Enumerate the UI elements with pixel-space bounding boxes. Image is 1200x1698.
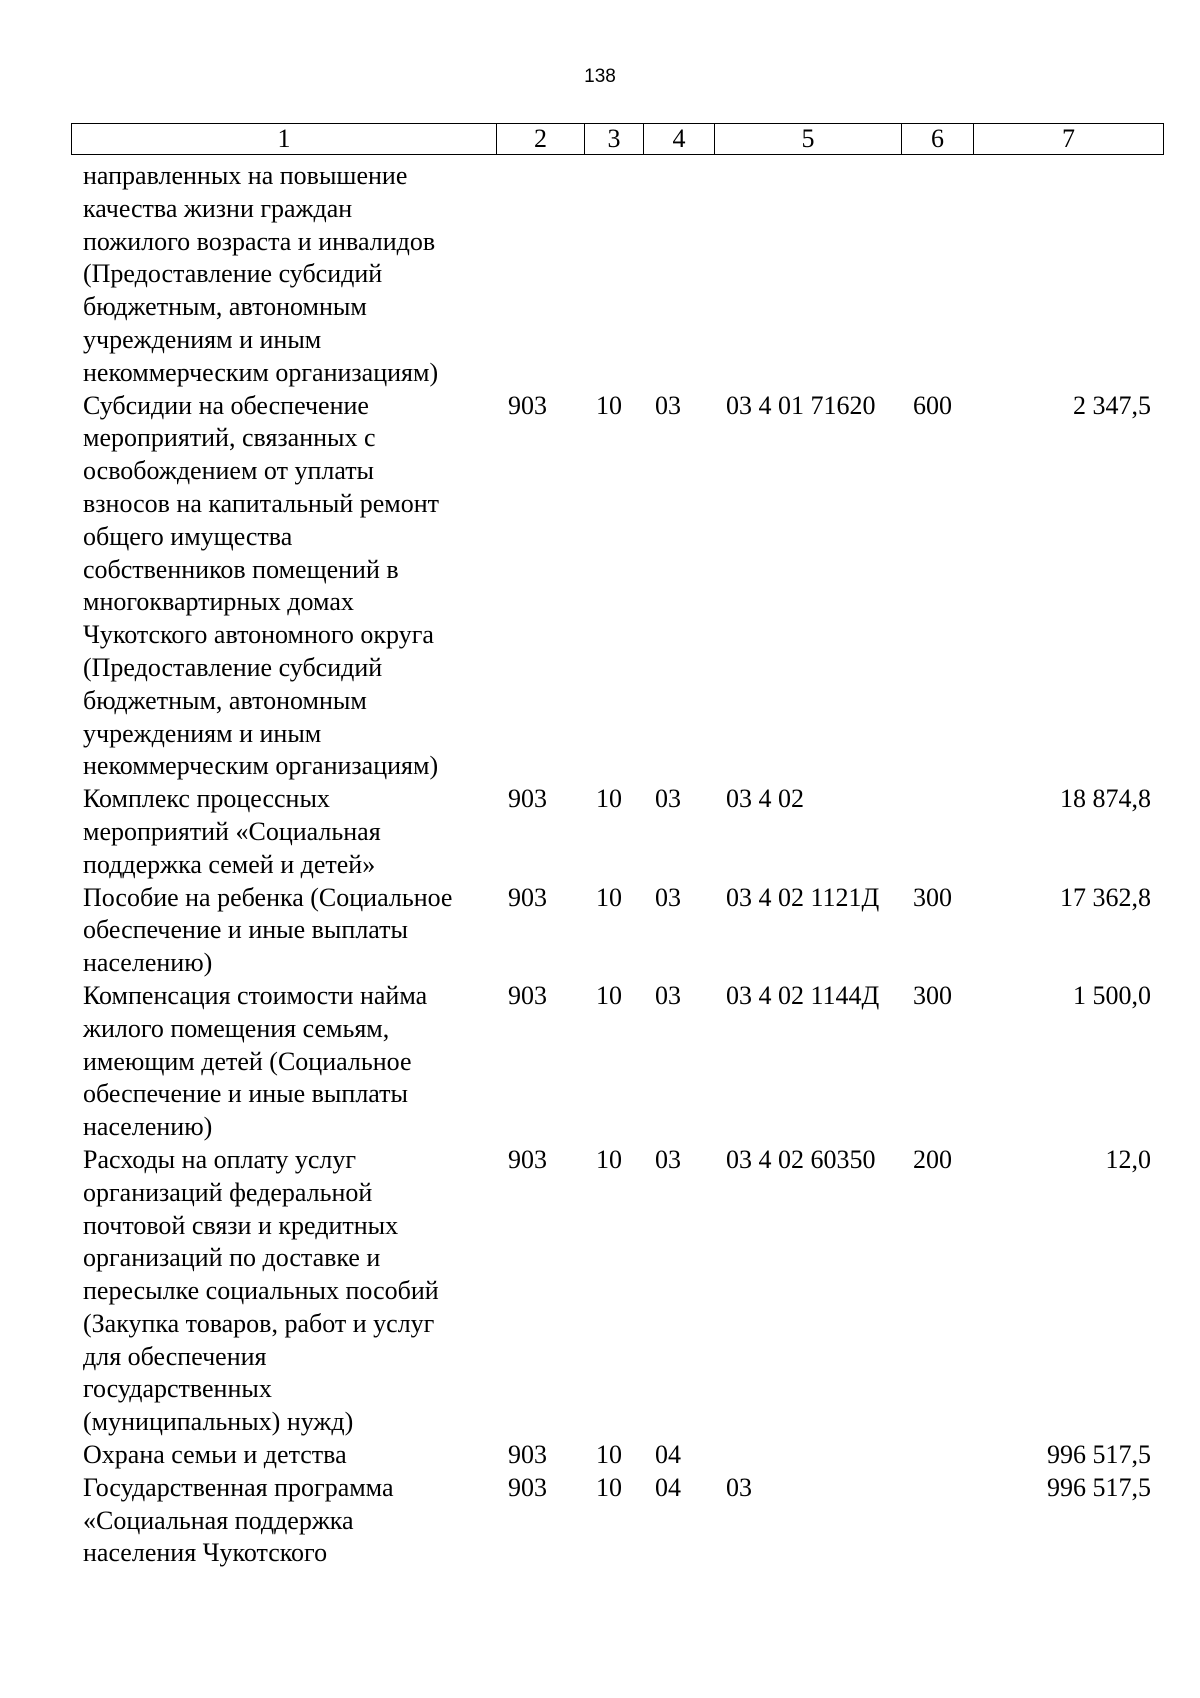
description-line: учреждениям и иным (83, 718, 322, 748)
description-line: (Закупка товаров, работ и услуг (83, 1308, 435, 1338)
row-description (71, 1439, 496, 1472)
description-line: населения Чукотского (83, 1538, 328, 1568)
ministry-code: 903 (508, 1440, 547, 1470)
target-item-code: 03 4 01 71620 (726, 390, 876, 420)
description-line: организаций федеральной (83, 1177, 373, 1207)
amount: 996 517,5 (1047, 1472, 1151, 1502)
description-line: освобождением от уплаты (83, 456, 375, 486)
description-line: взносов на капитальный ремонт (83, 488, 439, 518)
description-line: некоммерческим организациям) (83, 357, 439, 387)
target-item-code: 03 4 02 60350 (726, 1144, 876, 1174)
amount: 2 347,5 (1073, 390, 1151, 420)
row-description (71, 1144, 496, 1439)
table-row (71, 160, 1163, 390)
description-line: (Предоставление субсидий (83, 652, 383, 682)
subsection-code: 04 (655, 1440, 681, 1470)
amount: 18 874,8 (1060, 784, 1151, 814)
row-description (71, 980, 496, 1144)
description-line: жилого помещения семьям, (83, 1013, 390, 1043)
description-line: общего имущества (83, 521, 293, 551)
target-item-code: 03 4 02 1144Д (726, 980, 880, 1010)
description-line: Государственная программа (83, 1472, 394, 1502)
table-row (71, 1144, 1163, 1439)
subsection-code: 03 (655, 784, 681, 814)
description-line: (муниципальных) нужд) (83, 1407, 354, 1437)
description-line: «Социальная поддержка (83, 1505, 354, 1535)
expense-type-code: 300 (913, 980, 952, 1010)
table-body (71, 160, 1163, 1570)
row-description (71, 882, 496, 980)
description-line: обеспечение и иные выплаты (83, 915, 408, 945)
column-header-2: 2 (497, 124, 585, 155)
amount: 1 500,0 (1073, 980, 1151, 1010)
subsection-code: 03 (655, 390, 681, 420)
description-line: государственных (83, 1374, 272, 1404)
table-row (71, 783, 1163, 881)
description-line: собственников помещений в (83, 554, 399, 584)
description-line: направленных на повышение (83, 161, 408, 190)
amount: 12,0 (1105, 1144, 1151, 1174)
description-line: поддержка семей и детей» (83, 849, 376, 879)
column-header-7: 7 (974, 124, 1164, 155)
section-code: 10 (596, 1144, 622, 1174)
row-description (71, 1472, 496, 1570)
section-code: 10 (596, 1440, 622, 1470)
target-item-code: 03 (726, 1472, 752, 1502)
column-header-1: 1 (72, 124, 497, 155)
expense-type-code: 600 (913, 390, 952, 420)
table-row (71, 1472, 1163, 1570)
description-line: (Предоставление субсидий (83, 259, 383, 289)
description-line: почтовой связи и кредитных (83, 1210, 399, 1240)
column-header-4: 4 (644, 124, 715, 155)
table-row (71, 980, 1163, 1144)
ministry-code: 903 (508, 1144, 547, 1174)
ministry-code: 903 (508, 980, 547, 1010)
subsection-code: 03 (655, 882, 681, 912)
ministry-code: 903 (508, 390, 547, 420)
column-header-5: 5 (715, 124, 902, 155)
description-line: бюджетным, автономным (83, 292, 367, 322)
description-line: пожилого возраста и инвалидов (83, 226, 436, 256)
description-line: организаций по доставке и (83, 1243, 381, 1273)
row-description (71, 390, 496, 784)
description-line: многоквартирных домах (83, 587, 354, 617)
ministry-code: 903 (508, 1472, 547, 1502)
description-line: мероприятий, связанных с (83, 423, 376, 453)
ministry-code: 903 (508, 882, 547, 912)
subsection-code: 03 (655, 980, 681, 1010)
description-line: качества жизни граждан (83, 193, 353, 223)
expense-type-code: 300 (913, 882, 952, 912)
description-line: населению) (83, 1112, 213, 1142)
table-row (71, 1439, 1163, 1472)
amount: 996 517,5 (1047, 1440, 1151, 1470)
ministry-code: 903 (508, 784, 547, 814)
column-header-row (72, 124, 1164, 155)
description-line: Комплекс процессных (83, 784, 330, 814)
description-line: Пособие на ребенка (Социальное (83, 882, 453, 912)
table-row (71, 882, 1163, 980)
description-line: Компенсация стоимости найма (83, 980, 428, 1010)
row-description (71, 783, 496, 881)
section-code: 10 (596, 882, 622, 912)
description-line: Охрана семьи и детства (83, 1440, 347, 1470)
description-line: Расходы на оплату услуг (83, 1144, 357, 1174)
subsection-code: 03 (655, 1144, 681, 1174)
description-line: Субсидии на обеспечение (83, 390, 369, 420)
target-item-code: 03 4 02 1121Д (726, 882, 880, 912)
column-header-table (71, 123, 1164, 155)
section-code: 10 (596, 390, 622, 420)
target-item-code: 03 4 02 (726, 784, 804, 814)
subsection-code: 04 (655, 1472, 681, 1502)
column-header-6: 6 (902, 124, 974, 155)
section-code: 10 (596, 784, 622, 814)
column-header-3: 3 (585, 124, 644, 155)
table-row (71, 390, 1163, 784)
section-code: 10 (596, 980, 622, 1010)
description-line: мероприятий «Социальная (83, 816, 381, 846)
row-description (71, 160, 496, 390)
description-line: Чукотского автономного округа (83, 620, 434, 650)
description-line: пересылке социальных пособий (83, 1276, 439, 1306)
expense-type-code: 200 (913, 1144, 952, 1174)
description-line: населению) (83, 948, 213, 978)
description-line: учреждениям и иным (83, 324, 322, 354)
section-code: 10 (596, 1472, 622, 1502)
description-line: бюджетным, автономным (83, 685, 367, 715)
description-line: для обеспечения (83, 1341, 267, 1371)
description-line: некоммерческим организациям) (83, 751, 439, 781)
description-line: имеющим детей (Социальное (83, 1046, 412, 1076)
page-number: 138 (584, 66, 616, 87)
amount: 17 362,8 (1060, 882, 1151, 912)
description-line: обеспечение и иные выплаты (83, 1079, 408, 1109)
